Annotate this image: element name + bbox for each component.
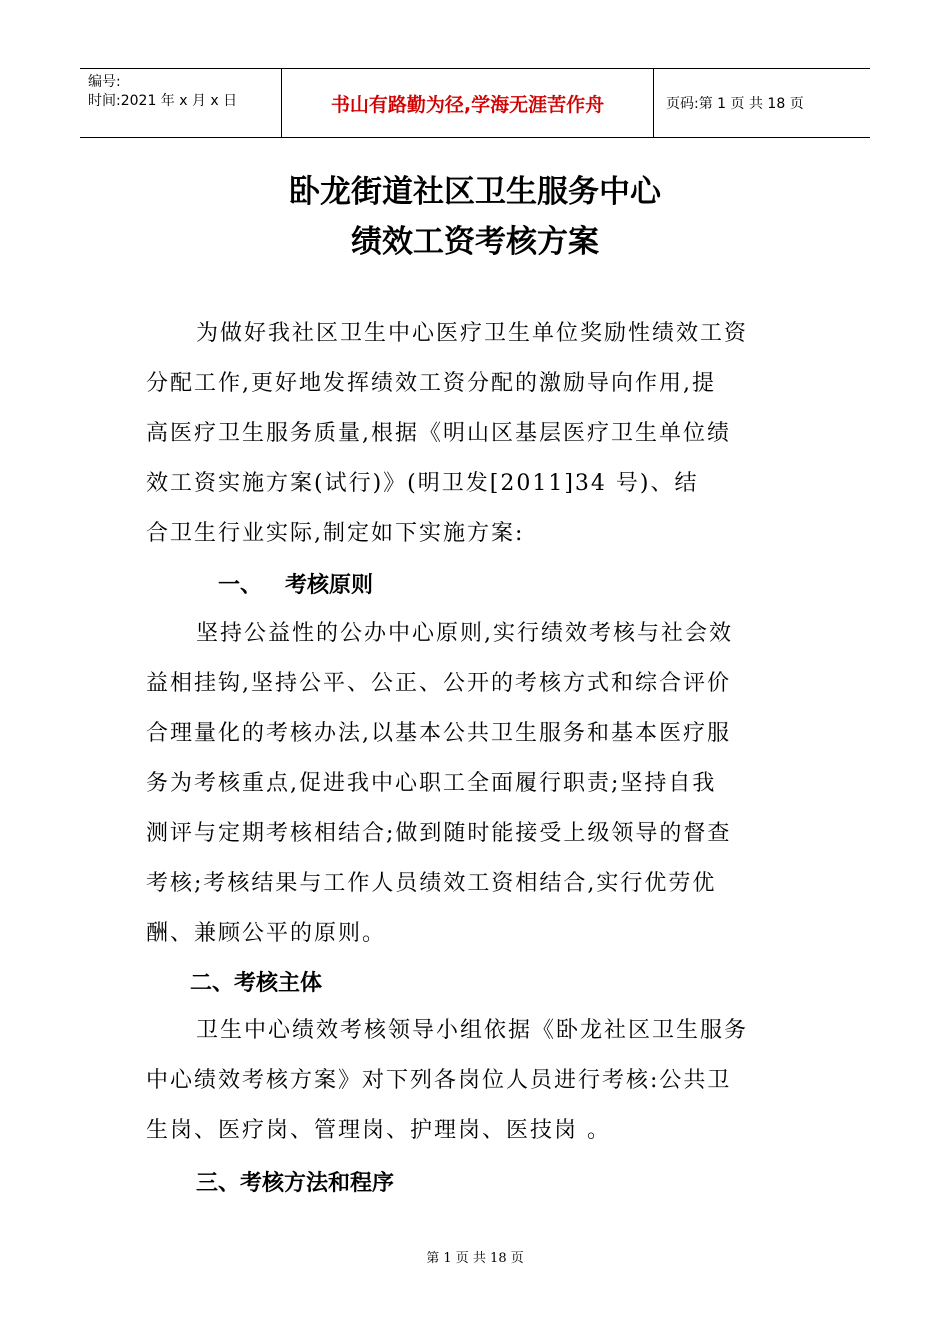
text-line: 坚持公益性的公办中心原则,实行绩效考核与社会效 xyxy=(196,621,733,646)
text-line: 效工资实施方案(试行)》(明卫发[2011]34 号)、结 xyxy=(146,471,699,496)
text-line: 测评与定期考核相结合;做到随时能接受上级领导的督查 xyxy=(146,821,732,846)
time-label: 时间:2021 年 x 月 x 日 xyxy=(88,93,238,109)
section-heading-1: 一、 考核原则 xyxy=(218,573,373,598)
text-line: 合理量化的考核办法,以基本公共卫生服务和基本医疗服 xyxy=(146,721,731,746)
header-page-info: 页码:第 1 页 共 18 页 xyxy=(666,96,804,112)
text-line: 益相挂钩,坚持公平、公正、公开的考核方式和综合评价 xyxy=(146,671,731,696)
section-heading-3: 三、考核方法和程序 xyxy=(196,1171,395,1196)
header-meta-cell xyxy=(80,69,282,137)
section2-paragraph xyxy=(146,1006,806,1156)
text-line: 合卫生行业实际,制定如下实施方案: xyxy=(146,521,525,546)
text-line: 卫生中心绩效考核领导小组依据《卧龙社区卫生服务 xyxy=(196,1018,749,1043)
text-line: 生岗、医疗岗、管理岗、护理岗、医技岗 。 xyxy=(146,1118,611,1143)
text-line: 酬、兼顾公平的原则。 xyxy=(146,921,387,946)
text-line: 考核;考核结果与工作人员绩效工资相结合,实行优劳优 xyxy=(146,871,717,896)
section1-paragraph xyxy=(146,609,806,959)
page-header xyxy=(80,68,870,138)
text-line: 高医疗卫生服务质量,根据《明山区基层医疗卫生单位绩 xyxy=(146,421,731,446)
text-line: 中心绩效考核方案》对下列各岗位人员进行考核:公共卫 xyxy=(146,1068,732,1093)
document-title-line1: 卧龙街道社区卫生服务中心 xyxy=(289,174,661,210)
document-title-line2: 绩效工资考核方案 xyxy=(351,224,599,260)
header-motto: 书山有路勤为径,学海无涯苦作舟 xyxy=(282,69,654,137)
text-line: 为做好我社区卫生中心医疗卫生单位奖励性绩效工资 xyxy=(196,321,749,346)
text-line: 分配工作,更好地发挥绩效工资分配的激励导向作用,提 xyxy=(146,371,716,396)
intro-paragraph xyxy=(146,309,806,559)
text-line: 务为考核重点,促进我中心职工全面履行职责;坚持自我 xyxy=(146,771,717,796)
page-footer: 第 1 页 共 18 页 xyxy=(426,1251,524,1266)
number-label: 编号: xyxy=(88,74,121,90)
section-heading-2: 二、考核主体 xyxy=(190,971,323,996)
